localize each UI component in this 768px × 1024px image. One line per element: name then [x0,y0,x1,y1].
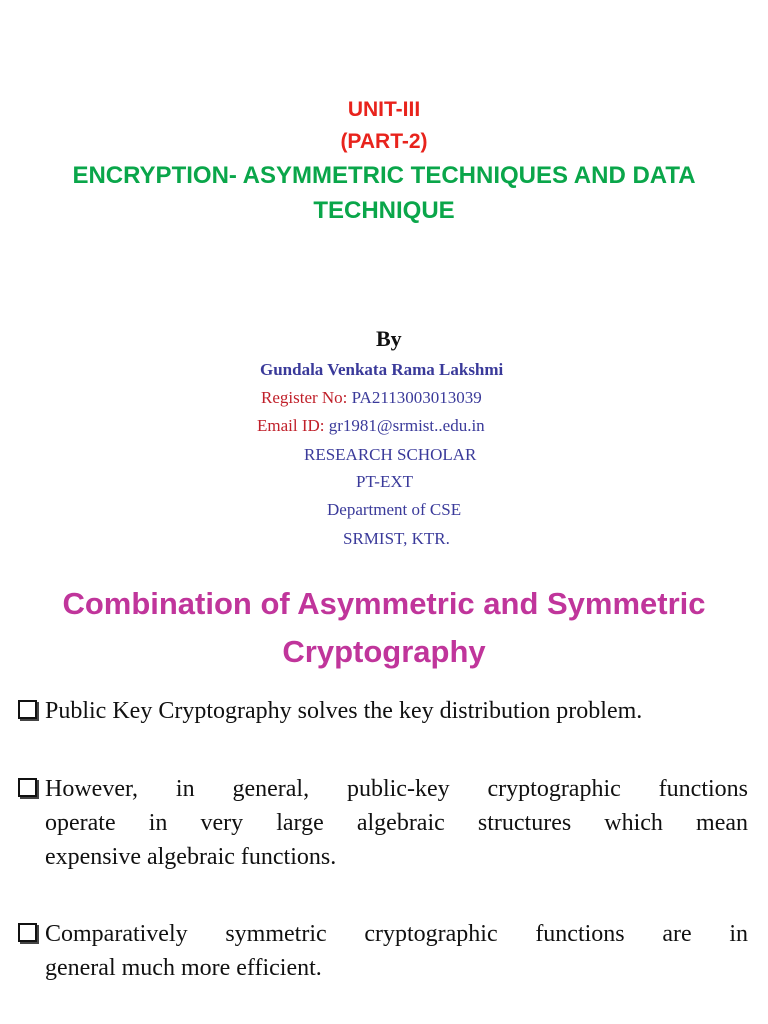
register-value: PA2113003013039 [351,388,482,407]
document-title-line-2: TECHNIQUE [313,197,455,224]
email-id [257,416,485,436]
bullet-text-continued: operate in very large algebraic structures which mean [45,810,748,836]
bullet-item [18,917,748,985]
email-label: Email ID: [257,416,329,435]
section-heading-line-2: Cryptography [282,634,486,669]
checkbox-bullet-icon [18,700,37,719]
by-label: By [376,326,402,351]
bullet-text-continued: expensive algebraic functions. [45,844,337,870]
section-heading-line-1: Combination of Asymmetric and Symmetric [62,586,706,621]
unit-title: UNIT-III [347,98,421,121]
part-subtitle: (PART-2) [340,130,428,153]
document-title-line-1: ENCRYPTION- ASYMMETRIC TECHNIQUES AND DATA [72,162,696,189]
register-label: Register No: [261,388,352,407]
bullet-text-continued: general much more efficient. [45,955,322,981]
checkbox-bullet-icon [18,923,37,942]
author-name: Gundala Venkata Rama Lakshmi [260,360,504,379]
checkbox-bullet-icon [18,778,37,797]
author-institution: SRMIST, KTR. [343,529,450,548]
bullet-item [18,772,748,874]
bullet-text: However, in general, public-key cryptographic functions [45,776,748,802]
bullet-text: Comparatively symmetric cryptographic functions are in [45,921,748,947]
author-program: PT-EXT [356,472,413,491]
bullet-item [18,694,748,728]
register-number [261,388,482,408]
bullet-text: Public Key Cryptography solves the key distribution problem. [45,698,643,724]
author-department: Department of CSE [327,500,462,519]
email-value: gr1981@srmist..edu.in [328,416,485,435]
author-role: RESEARCH SCHOLAR [304,445,477,464]
